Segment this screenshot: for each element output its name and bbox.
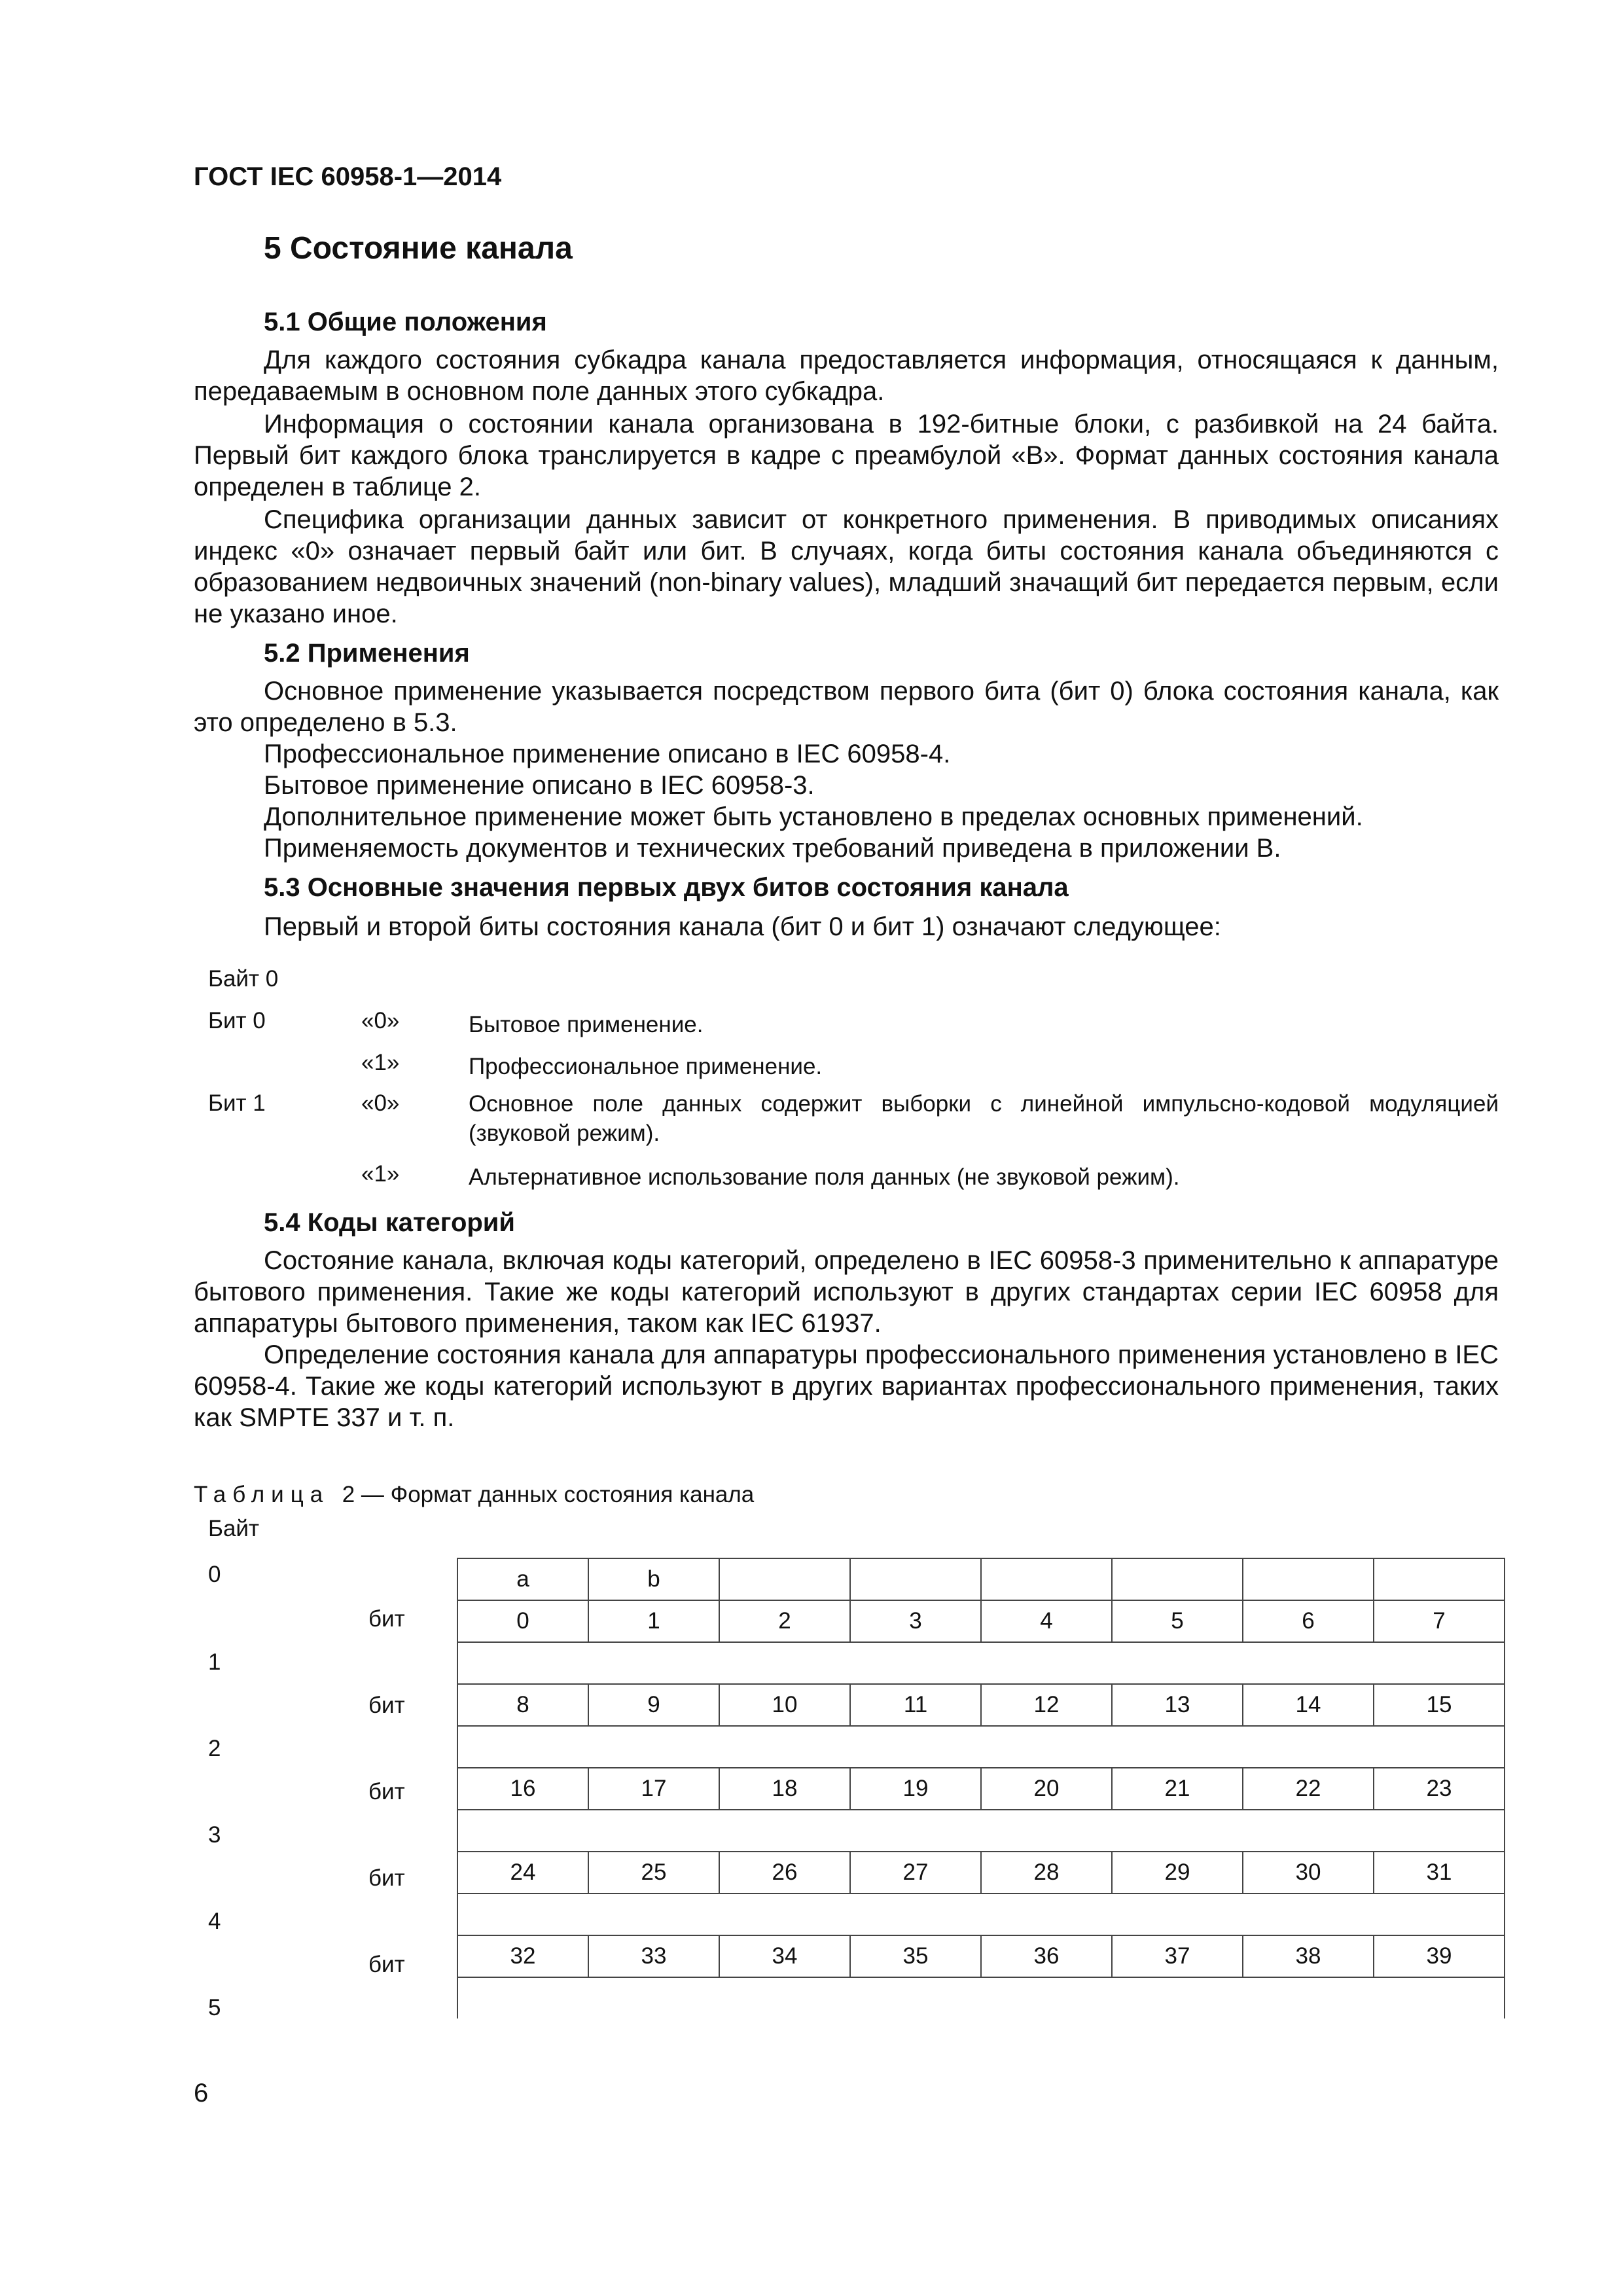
table-cell	[457, 1977, 1505, 2018]
table-row	[457, 1684, 1505, 1726]
bit-value: «0»	[361, 1090, 400, 1116]
table-cell: 29	[1112, 1852, 1243, 1893]
bit-description: Основное поле данных содержит выборки с линейной импульсно-кодовой модуляцией (звуковой режим).	[469, 1091, 1499, 1146]
table-cell: 10	[719, 1684, 850, 1726]
paragraph: Специфика организации данных зависит от конкретного применения. В приводимых описаниях индекс «0» означает первый байт или бит. В случаях, когда биты состояния канала объединяются с образованием недвоичных значений (non-binary values), младший значащий бит передается первым, если не указано иное.	[194, 505, 1499, 628]
table-cell: 12	[981, 1684, 1112, 1726]
bit-label: Бит 1	[208, 1090, 266, 1116]
table-cell: 35	[850, 1935, 981, 1977]
bit-label: Бит 0	[208, 1008, 266, 1033]
table-cell: 13	[1112, 1684, 1243, 1726]
table-cell	[457, 1726, 1505, 1768]
paragraph: Состояние канала, включая коды категорий, определено в IEC 60958-3 применительно к аппаратуре бытового применения. Такие же коды категорий используют в других стандартах серии IEC 60958 для аппаратуры бытового применения, таком как IEC 61937.	[194, 1246, 1499, 1338]
table-cell	[719, 1558, 850, 1600]
subsection-5-2-title: 5.2 Применения	[264, 639, 470, 668]
table-row	[457, 1768, 1505, 1810]
byte-number: 1	[208, 1649, 221, 1675]
table-cell: 8	[457, 1684, 588, 1726]
bit-description: Бытовое применение.	[469, 1012, 704, 1037]
table-cell: 26	[719, 1852, 850, 1893]
table-cell: 31	[1374, 1852, 1505, 1893]
table-cell	[457, 1642, 1505, 1684]
table-cell	[981, 1558, 1112, 1600]
table-cell	[457, 1810, 1505, 1852]
section-title: 5 Состояние канала	[264, 231, 573, 266]
bit-description: Профессиональное применение.	[469, 1054, 823, 1079]
subsection-5-1-title: 5.1 Общие положения	[264, 308, 547, 336]
byte-column-header: Байт	[208, 1516, 260, 1541]
table-row	[457, 1726, 1505, 1768]
table-cell: 19	[850, 1768, 981, 1810]
table-row	[457, 1558, 1505, 1600]
document-header: ГОСТ IEC 60958-1—2014	[194, 162, 502, 191]
paragraph: Бытовое применение описано в IEC 60958-3.	[264, 771, 815, 800]
byte-label: Байт 0	[208, 966, 279, 992]
table-cell: 16	[457, 1768, 588, 1810]
bit-row-label: бит	[368, 1693, 405, 1718]
bit-row-label: бит	[368, 1606, 405, 1632]
table-cell: 6	[1243, 1600, 1374, 1642]
table-cell: 15	[1374, 1684, 1505, 1726]
table-cell: 5	[1112, 1600, 1243, 1642]
table-cell: 24	[457, 1852, 588, 1893]
paragraph: Определение состояния канала для аппаратуры профессионального применения установлено в IEC 60958-4. Такие же коды категорий используют в других вариантах профессионального применения, таких как SMPTE 337 и т. п.	[194, 1340, 1499, 1432]
bit-value: «1»	[361, 1161, 400, 1187]
page-number: 6	[194, 2079, 209, 2108]
table-row	[457, 1893, 1505, 1935]
byte-number: 3	[208, 1822, 221, 1848]
table-cell: 39	[1374, 1935, 1505, 1977]
bit-value: «1»	[361, 1050, 400, 1075]
byte-number: 5	[208, 1995, 221, 2020]
table-row	[457, 1810, 1505, 1852]
table-row	[457, 1600, 1505, 1642]
table-cell: 1	[588, 1600, 719, 1642]
bit-row-label: бит	[368, 1865, 405, 1891]
bit-value: «0»	[361, 1008, 400, 1033]
table-cell	[457, 1893, 1505, 1935]
table-cell: 14	[1243, 1684, 1374, 1726]
paragraph: Информация о состоянии канала организована в 192-битные блоки, с разбивкой на 24 байта. Первый бит каждого блока транслируется в кадре с преамбулой «В». Формат данных состояния канала определен в таблице 2.	[194, 410, 1499, 501]
subsection-5-3-title: 5.3 Основные значения первых двух битов состояния канала	[264, 873, 1069, 902]
table-cell: 0	[457, 1600, 588, 1642]
table-cell: 18	[719, 1768, 850, 1810]
table-cell: 22	[1243, 1768, 1374, 1810]
table-cell: 4	[981, 1600, 1112, 1642]
table-cell	[1112, 1558, 1243, 1600]
table-row	[457, 1642, 1505, 1684]
bit-description: Альтернативное использование поля данных (не звуковой режим).	[469, 1164, 1180, 1190]
paragraph: Профессиональное применение описано в IEC 60958-4.	[264, 740, 951, 768]
table-cell: 38	[1243, 1935, 1374, 1977]
table-cell: 7	[1374, 1600, 1505, 1642]
table-cell: 36	[981, 1935, 1112, 1977]
paragraph: Применяемость документов и технических требований приведена в приложении В.	[264, 834, 1281, 863]
table-cell: 28	[981, 1852, 1112, 1893]
table-cell: 34	[719, 1935, 850, 1977]
table-cell: 17	[588, 1768, 719, 1810]
table-cell: 2	[719, 1600, 850, 1642]
table-row	[457, 1935, 1505, 1977]
byte-number: 4	[208, 1909, 221, 1934]
table-cell	[1243, 1558, 1374, 1600]
table-cell: 27	[850, 1852, 981, 1893]
table-cell: 23	[1374, 1768, 1505, 1810]
table-cell: 33	[588, 1935, 719, 1977]
table-cell: 20	[981, 1768, 1112, 1810]
table-cell	[1374, 1558, 1505, 1600]
bit-row-label: бит	[368, 1779, 405, 1804]
paragraph: Основное применение указывается посредством первого бита (бит 0) блока состояния канала, как это определено в 5.3.	[194, 677, 1499, 737]
table-caption-word: Таблица	[194, 1482, 330, 1507]
table-cell: 11	[850, 1684, 981, 1726]
table-caption-text: 2 — Формат данных состояния канала	[342, 1482, 755, 1507]
table-cell: 37	[1112, 1935, 1243, 1977]
subsection-5-4-title: 5.4 Коды категорий	[264, 1208, 515, 1237]
byte-number: 2	[208, 1736, 221, 1761]
bit-row-label: бит	[368, 1952, 405, 1977]
table-caption	[194, 1482, 754, 1508]
channel-status-table	[457, 1558, 1505, 2018]
table-cell: 25	[588, 1852, 719, 1893]
table-cell: 32	[457, 1935, 588, 1977]
byte-number: 0	[208, 1562, 221, 1587]
table-cell: b	[588, 1558, 719, 1600]
table-row	[457, 1852, 1505, 1893]
table-cell: 9	[588, 1684, 719, 1726]
paragraph: Для каждого состояния субкадра канала предоставляется информация, относящаяся к данным, передаваемым в основном поле данных этого субкадра.	[194, 346, 1499, 406]
table-cell	[850, 1558, 981, 1600]
table-cell: 30	[1243, 1852, 1374, 1893]
table-cell: 3	[850, 1600, 981, 1642]
table-cell: a	[457, 1558, 588, 1600]
table-cell: 21	[1112, 1768, 1243, 1810]
paragraph: Первый и второй биты состояния канала (бит 0 и бит 1) означают следующее:	[264, 912, 1221, 941]
table-row	[457, 1977, 1505, 2018]
paragraph: Дополнительное применение может быть установлено в пределах основных применений.	[264, 802, 1363, 831]
